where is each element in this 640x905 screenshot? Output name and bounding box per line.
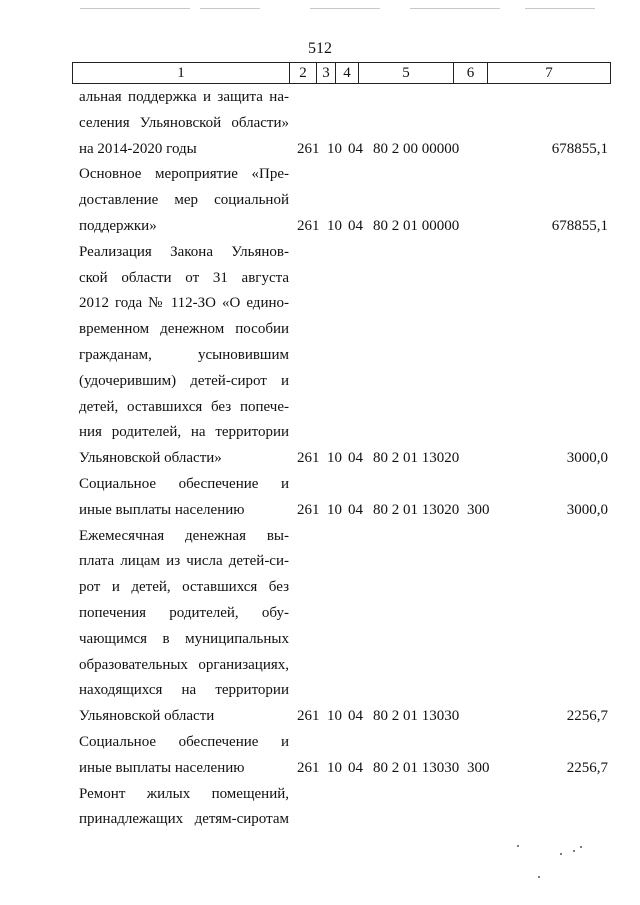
table-row-line <box>0 240 640 266</box>
scan-speck <box>573 850 575 852</box>
cell-col-7: 3000,0 <box>566 450 608 467</box>
row-description: детей, оставшихся без попече- <box>79 398 289 415</box>
header-cell-6: 6 <box>454 63 488 84</box>
row-description: поддержки» <box>79 217 157 234</box>
row-description: на 2014-2020 годы <box>79 140 197 157</box>
row-description: селения Ульяновской области» <box>79 114 289 131</box>
table-row-line <box>0 472 640 498</box>
cell-col-7: 2256,7 <box>566 708 608 725</box>
table-row-line <box>0 369 640 395</box>
table-row-line <box>0 214 640 240</box>
row-description: Ремонт жилых помещений, <box>79 785 289 802</box>
cell-col-5: 80 2 00 00000 <box>373 140 460 157</box>
cell-col-2: 261 <box>297 501 320 518</box>
header-cell-4: 4 <box>336 63 359 84</box>
cell-col-5: 80 2 01 00000 <box>373 217 460 234</box>
table-row-line <box>0 266 640 292</box>
scan-artifact <box>200 8 260 9</box>
scan-artifact <box>410 8 500 9</box>
cell-col-3: 10 <box>327 708 342 725</box>
table-row-line <box>0 782 640 808</box>
table-row-line <box>0 85 640 111</box>
table-row-line <box>0 188 640 214</box>
scan-artifact <box>80 8 190 9</box>
row-description: альная поддержка и защита на- <box>79 89 289 105</box>
row-description: находящихся на территории <box>79 682 289 699</box>
cell-col-3: 10 <box>327 501 342 518</box>
cell-col-5: 80 2 01 13030 <box>373 708 460 725</box>
table-row-line <box>0 678 640 704</box>
table-row-line <box>0 575 640 601</box>
row-description: Социальное обеспечение и <box>79 475 289 492</box>
cell-col-7: 2256,7 <box>566 759 608 776</box>
scan-speck <box>560 853 562 855</box>
cell-col-3: 10 <box>327 217 342 234</box>
cell-col-2: 261 <box>297 450 320 467</box>
cell-col-2: 261 <box>297 217 320 234</box>
table-row-line <box>0 549 640 575</box>
scan-artifact <box>310 8 380 9</box>
row-description: гражданам, усыновившим <box>79 346 289 363</box>
header-cell-3: 3 <box>317 63 336 84</box>
table-row-line <box>0 498 640 524</box>
row-description: иные выплаты населению <box>79 759 245 776</box>
table-row-line <box>0 291 640 317</box>
cell-col-6: 300 <box>467 501 490 518</box>
row-description: рот и детей, оставшихся без <box>79 579 289 596</box>
table-row-line <box>0 446 640 472</box>
cell-col-2: 261 <box>297 140 320 157</box>
row-description: ния родителей, на территории <box>79 424 289 441</box>
cell-col-4: 04 <box>348 450 363 467</box>
header-cell-1: 1 <box>73 63 290 84</box>
table-row-line <box>0 756 640 782</box>
budget-table-body <box>0 85 640 833</box>
row-description: ской области от 31 августа <box>79 269 289 286</box>
cell-col-4: 04 <box>348 759 363 776</box>
table-row-line <box>0 601 640 627</box>
row-description: Реализация Закона Ульянов- <box>79 243 289 260</box>
cell-col-5: 80 2 01 13020 <box>373 450 460 467</box>
cell-col-6: 300 <box>467 759 490 776</box>
row-description: Ульяновской области <box>79 708 215 725</box>
table-row-line <box>0 343 640 369</box>
cell-col-4: 04 <box>348 217 363 234</box>
scan-artifact <box>525 8 595 9</box>
row-description: 2012 года № 112-ЗО «О едино- <box>79 295 289 312</box>
scan-speck <box>517 845 519 847</box>
row-description: плата лицам из числа детей-си- <box>79 553 289 570</box>
row-description: попечения родителей, обу- <box>79 604 289 621</box>
table-row-line <box>0 395 640 421</box>
table-row-line <box>0 137 640 163</box>
table-row-line <box>0 524 640 550</box>
scan-speck <box>580 846 582 848</box>
row-description: Ульяновской области» <box>79 450 222 467</box>
table-row-line <box>0 627 640 653</box>
table-row-line <box>0 162 640 188</box>
row-description: Основное мероприятие «Пре- <box>79 166 289 183</box>
table-row-line <box>0 420 640 446</box>
column-header-table <box>72 62 611 84</box>
cell-col-2: 261 <box>297 708 320 725</box>
page-number: 512 <box>308 40 332 57</box>
cell-col-4: 04 <box>348 708 363 725</box>
row-description: (удочерившим) детей-сирот и <box>79 372 289 389</box>
table-row-line <box>0 807 640 833</box>
header-cell-7: 7 <box>488 63 611 84</box>
table-row-line <box>0 653 640 679</box>
cell-col-7: 678855,1 <box>551 217 608 234</box>
row-description: принадлежащих детям-сиротам <box>79 811 289 828</box>
row-description: временном денежном пособии <box>79 321 289 338</box>
row-description: Социальное обеспечение и <box>79 733 289 750</box>
cell-col-2: 261 <box>297 759 320 776</box>
cell-col-7: 678855,1 <box>551 140 608 157</box>
table-row-line <box>0 704 640 730</box>
header-cell-5: 5 <box>359 63 454 84</box>
cell-col-5: 80 2 01 13020 <box>373 501 460 518</box>
cell-col-3: 10 <box>327 140 342 157</box>
table-row-line <box>0 317 640 343</box>
header-cell-2: 2 <box>290 63 317 84</box>
cell-col-4: 04 <box>348 140 363 157</box>
cell-col-4: 04 <box>348 501 363 518</box>
cell-col-7: 3000,0 <box>566 501 608 518</box>
row-description: чающимся в муниципальных <box>79 630 289 647</box>
cell-col-3: 10 <box>327 450 342 467</box>
row-description: образовательных организациях, <box>79 656 289 673</box>
cell-col-5: 80 2 01 13030 <box>373 759 460 776</box>
row-description: иные выплаты населению <box>79 501 245 518</box>
row-description: доставление мер социальной <box>79 192 289 209</box>
table-row-line <box>0 111 640 137</box>
cell-col-3: 10 <box>327 759 342 776</box>
scan-speck <box>538 876 540 878</box>
row-description: Ежемесячная денежная вы- <box>79 527 289 544</box>
table-row-line <box>0 730 640 756</box>
